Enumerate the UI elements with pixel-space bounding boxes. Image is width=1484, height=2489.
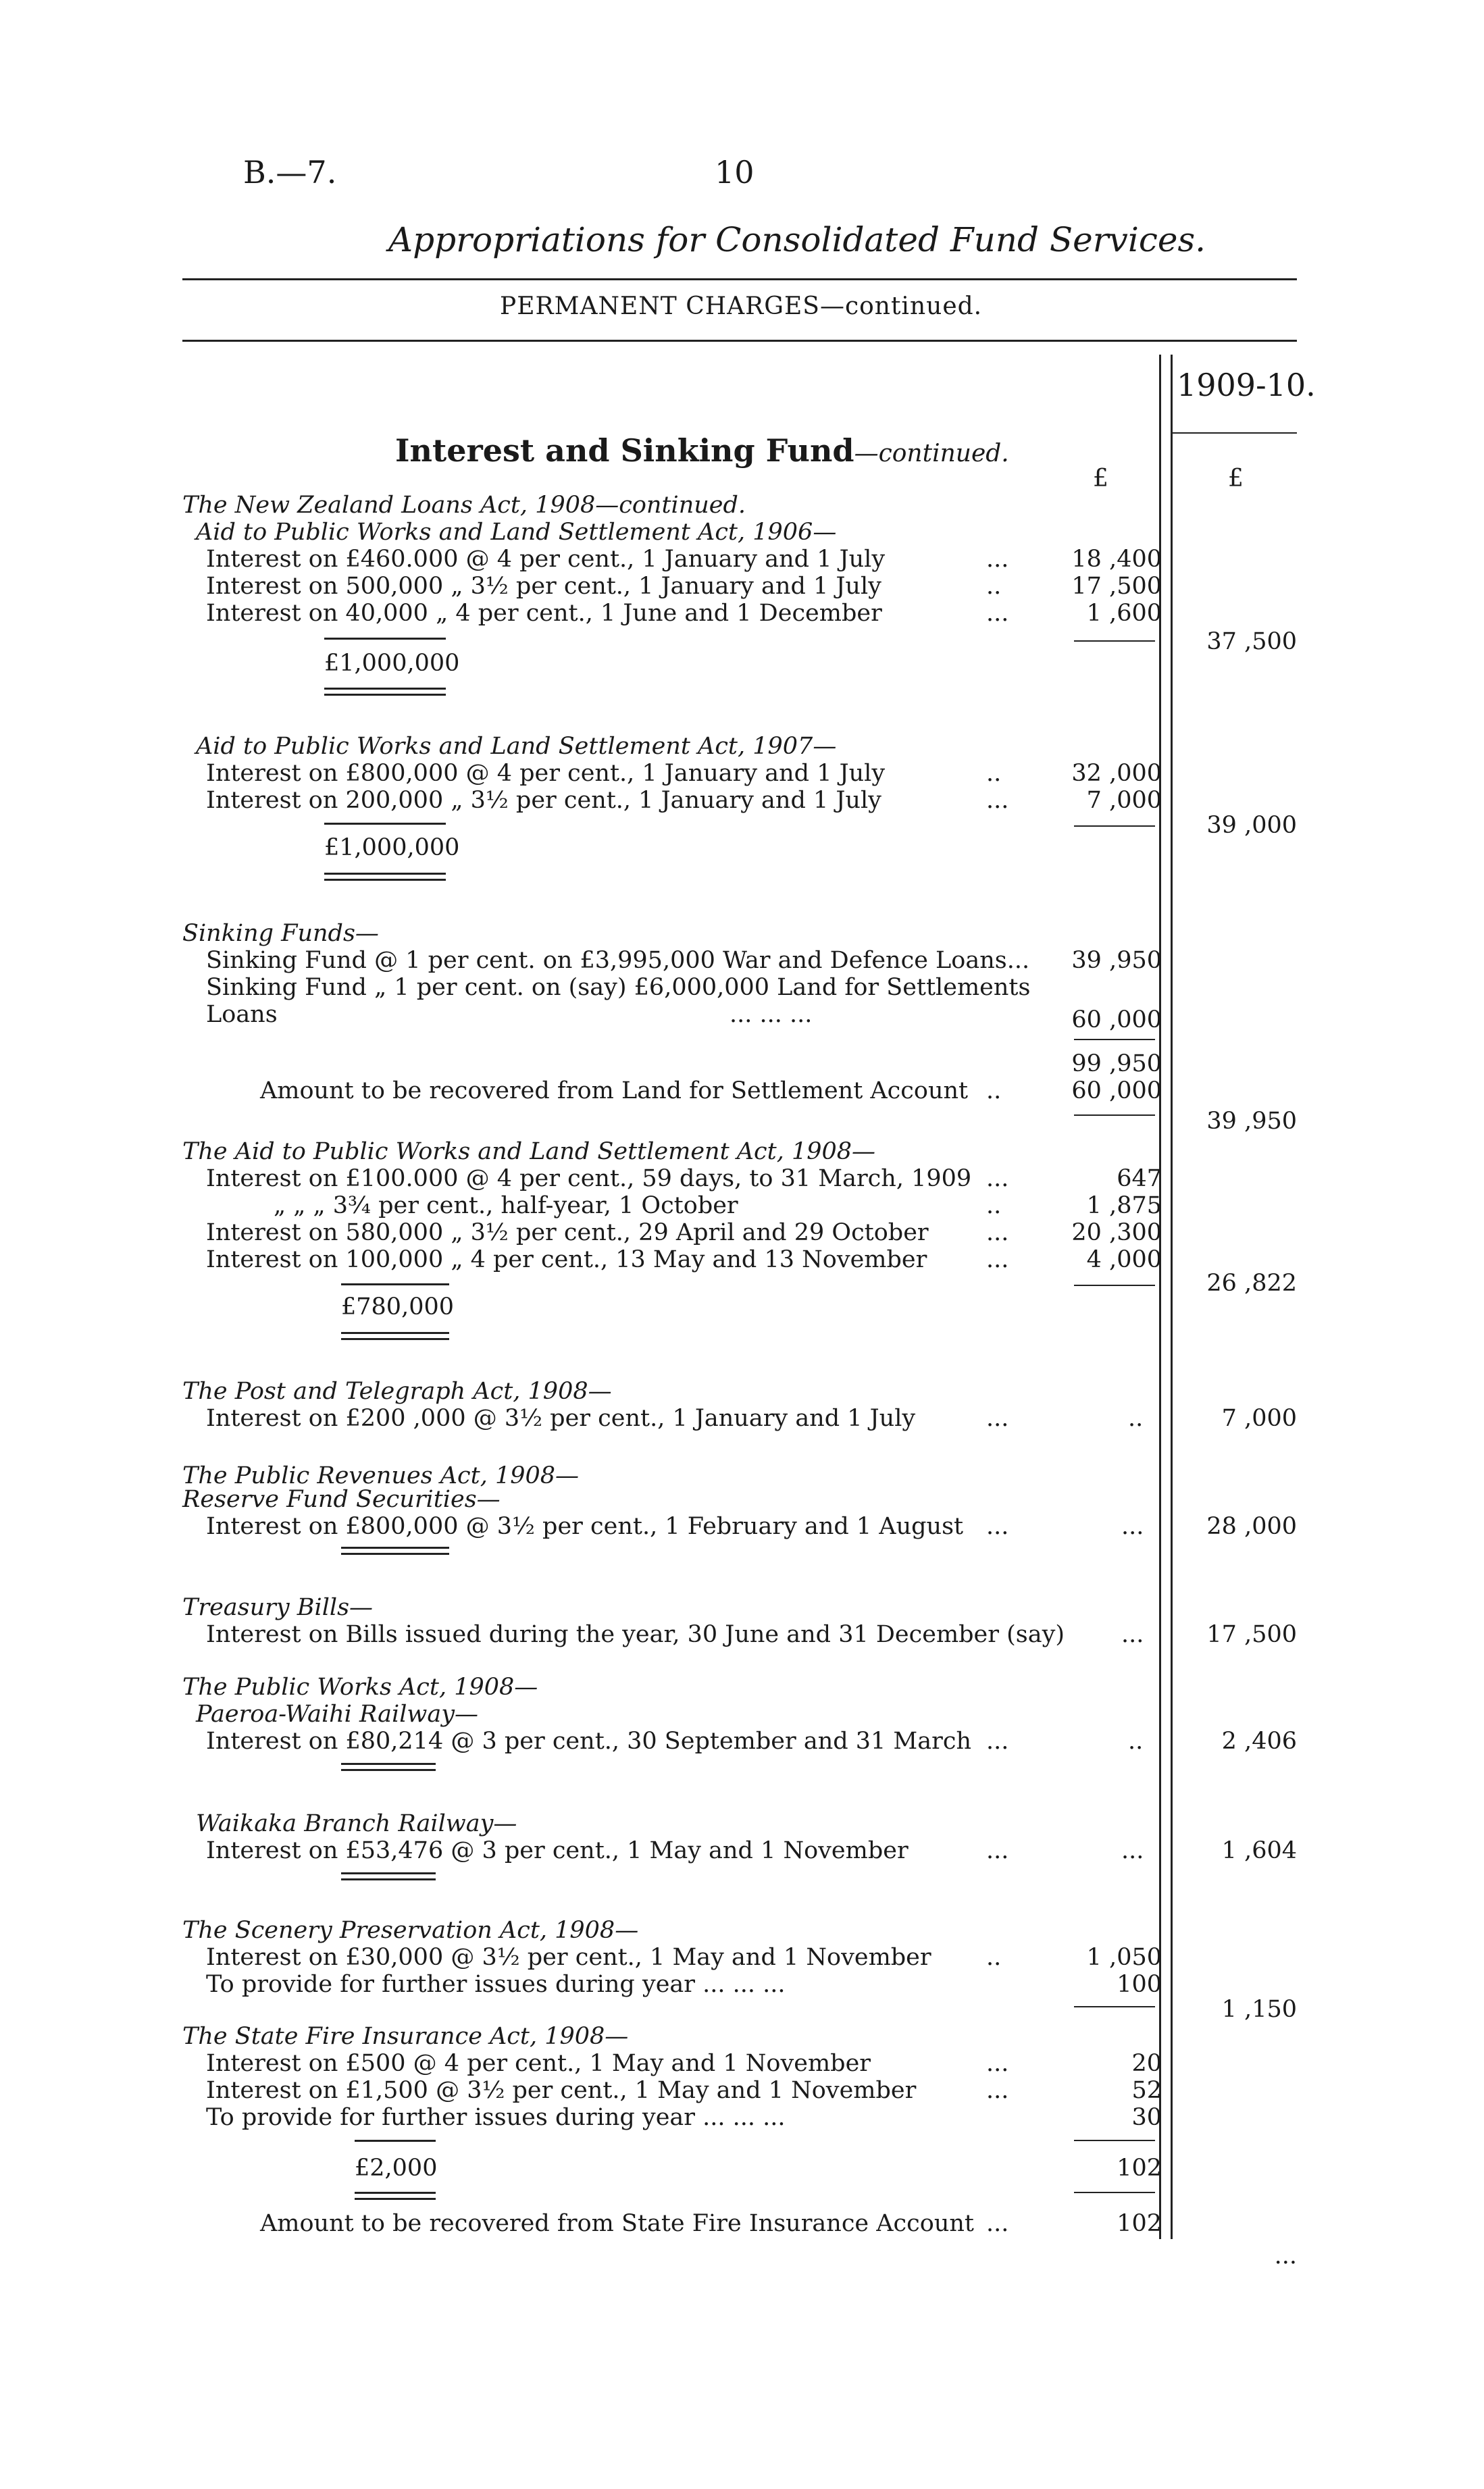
subtotal-rule xyxy=(1074,2006,1155,2007)
subtotal-rule xyxy=(1074,1285,1155,1286)
subtitle-rule xyxy=(182,340,1297,342)
leader-dots: ... xyxy=(1121,1621,1144,1648)
table-row-line: Interest on £80,214 @ 3 per cent., 30 September and 31 March xyxy=(206,1728,972,1755)
leader-dots: ... xyxy=(986,1837,1009,1864)
leader-dots: ... xyxy=(986,1219,1009,1246)
subtotal-rule xyxy=(1074,825,1155,827)
table-row-line: Interest on 580,000 „ 3½ per cent., 29 April and 29 October xyxy=(206,1219,929,1246)
leader-dots: .. xyxy=(986,1944,1002,1971)
section-total: 28 ,000 xyxy=(1206,1513,1297,1540)
subtotal-rule xyxy=(1074,1039,1155,1040)
principal-total: £2,000 xyxy=(355,2155,438,2182)
table-row-line: Interest on £200 ,000 @ 3½ per cent., 1 January and 1 July xyxy=(206,1405,916,1432)
table-row-line: Interest on 40,000 „ 4 per cent., 1 June and 1 December xyxy=(206,600,882,627)
leader-dots: ... xyxy=(986,2050,1009,2077)
double-rule xyxy=(341,1332,449,1340)
leader-dots: .. xyxy=(986,1192,1002,1219)
double-rule xyxy=(324,688,446,696)
page-number: 10 xyxy=(715,154,754,190)
amount-cell: 1 ,875 xyxy=(1086,1192,1162,1219)
double-rule xyxy=(324,873,446,881)
pound-sign-col1: £ xyxy=(1093,465,1108,492)
table-row-line: Loans xyxy=(206,1001,278,1028)
table-row-line: Interest on £460.000 @ 4 per cent., 1 January and 1 July xyxy=(206,546,886,573)
table-row-line: „ „ „ 3¾ per cent., half-year, 1 October xyxy=(274,1192,738,1219)
principal-rule xyxy=(324,823,446,825)
waikaka-heading: Waikaka Branch Railway— xyxy=(196,1810,517,1837)
leader-dots: ... xyxy=(986,2077,1009,2104)
leader-dots: ... xyxy=(986,546,1009,573)
subtotal-rule xyxy=(1074,2140,1155,2141)
amount-cell: 52 xyxy=(1131,2077,1162,2104)
pound-sign-col2: £ xyxy=(1228,465,1244,492)
section-total: 26 ,822 xyxy=(1206,1270,1297,1297)
section-total: 1 ,150 xyxy=(1221,1996,1297,2023)
leader-dots: ... xyxy=(986,787,1009,814)
amount-cell: 7 ,000 xyxy=(1086,787,1162,814)
amount-cell: 100 xyxy=(1117,1971,1162,1998)
table-row-line: Sinking Fund „ 1 per cent. on (say) £6,000,000 Land for Settlements xyxy=(206,974,1031,1001)
subtotal-cell: 99 ,950 xyxy=(1071,1050,1162,1077)
scenery-heading: The Scenery Preservation Act, 1908— xyxy=(182,1917,639,1944)
subtotal-rule xyxy=(1074,1114,1155,1116)
subtotal-rule xyxy=(1074,640,1155,642)
leader-dots: .. xyxy=(986,760,1002,787)
leader-dots: ... xyxy=(986,1728,1009,1755)
leader-dots: .. xyxy=(1128,1405,1144,1432)
aid-1906-heading: Aid to Public Works and Land Settlement Act, 1906— xyxy=(196,519,837,546)
title-rule xyxy=(182,278,1297,280)
leader-dots: ... xyxy=(1121,1513,1144,1540)
leader-dots: .. xyxy=(1128,1728,1144,1755)
amount-cell: 4 ,000 xyxy=(1086,1246,1162,1273)
section-total: 2 ,406 xyxy=(1221,1728,1297,1755)
section-title-text: Interest and Sinking Fund xyxy=(395,432,854,469)
amount-cell: 17 ,500 xyxy=(1071,573,1162,600)
recovery-line: Amount to be recovered from State Fire Insurance Account xyxy=(260,2210,974,2237)
leader-dots: ... xyxy=(986,1405,1009,1432)
aid-1908-heading: The Aid to Public Works and Land Settlement Act, 1908— xyxy=(182,1138,876,1165)
column-rule-2 xyxy=(1171,355,1173,2239)
principal-rule xyxy=(341,1283,449,1285)
amount-cell: 647 xyxy=(1117,1165,1162,1192)
leader-dots: ... xyxy=(986,1513,1009,1540)
table-row-line: Interest on £30,000 @ 3½ per cent., 1 May and 1 November xyxy=(206,1944,931,1971)
recovery-line: Amount to be recovered from Land for Settlement Account xyxy=(260,1077,969,1104)
principal-total: £780,000 xyxy=(341,1293,455,1320)
public-works-heading: The Public Works Act, 1908— xyxy=(182,1674,538,1701)
principal-total: £1,000,000 xyxy=(324,834,460,861)
section-title xyxy=(395,432,1009,469)
table-row-line: To provide for further issues during year ... ... ... xyxy=(206,2104,786,2131)
leader-dots: ... xyxy=(986,1246,1009,1273)
leader-dots: ... xyxy=(986,1165,1009,1192)
amount-cell: 20 xyxy=(1131,2050,1162,2077)
principal-total: £1,000,000 xyxy=(324,650,460,677)
leader-dots: ... xyxy=(1121,1837,1144,1864)
table-row-line: Interest on 500,000 „ 3½ per cent., 1 January and 1 July xyxy=(206,573,881,600)
double-rule xyxy=(341,1872,436,1880)
principal-rule xyxy=(324,638,446,640)
paeroa-waihi-heading: Paeroa-Waihi Railway— xyxy=(196,1701,479,1728)
amount-cell: 1 ,600 xyxy=(1086,600,1162,627)
nz-loans-heading: The New Zealand Loans Act, 1908—continued. xyxy=(182,492,746,519)
sinking-funds-heading: Sinking Funds— xyxy=(182,920,379,947)
amount-cell: 39 ,950 xyxy=(1071,947,1162,974)
reserve-fund-heading: Reserve Fund Securities— xyxy=(182,1486,501,1513)
section-total: 1 ,604 xyxy=(1221,1837,1297,1864)
double-rule xyxy=(341,1547,449,1555)
leader-dots: ... xyxy=(986,2210,1009,2237)
amount-cell: 32 ,000 xyxy=(1071,760,1162,787)
principal-rule xyxy=(355,2140,436,2142)
fire-insurance-heading: The State Fire Insurance Act, 1908— xyxy=(182,2023,629,2050)
amount-cell: 102 xyxy=(1117,2210,1162,2237)
table-row-line: Interest on Bills issued during the year, 30 June and 31 December (say) xyxy=(206,1621,1065,1648)
table-row-line: Interest on £53,476 @ 3 per cent., 1 May and 1 November xyxy=(206,1837,909,1864)
section-total: 17 ,500 xyxy=(1206,1621,1297,1648)
table-row-line: Interest on £1,500 @ 3½ per cent., 1 May and 1 November xyxy=(206,2077,917,2104)
double-rule xyxy=(355,2192,436,2200)
year-header-rule xyxy=(1171,432,1297,434)
double-rule xyxy=(341,1763,436,1771)
table-row-line: Interest on 100,000 „ 4 per cent., 13 May and 13 November xyxy=(206,1246,927,1273)
leader-dots: ... ... ... xyxy=(730,1001,813,1028)
amount-cell: 1 ,050 xyxy=(1086,1944,1162,1971)
section-total: 39 ,000 xyxy=(1206,812,1297,839)
page-subtitle: PERMANENT CHARGES—continued. xyxy=(500,292,983,320)
table-row-line: Interest on £800,000 @ 4 per cent., 1 January and 1 July xyxy=(206,760,886,787)
aid-1907-heading: Aid to Public Works and Land Settlement Act, 1907— xyxy=(196,733,837,760)
leader-dots: .. xyxy=(986,573,1002,600)
post-telegraph-heading: The Post and Telegraph Act, 1908— xyxy=(182,1378,612,1405)
treasury-bills-heading: Treasury Bills— xyxy=(182,1594,374,1621)
table-row-line: To provide for further issues during year ... ... ... xyxy=(206,1971,786,1998)
section-total: 37 ,500 xyxy=(1206,628,1297,655)
amount-cell: 20 ,300 xyxy=(1071,1219,1162,1246)
subtotal-cell: 102 xyxy=(1117,2155,1162,2182)
leader-dots: .. xyxy=(986,1077,1002,1104)
leader-dots: ... xyxy=(986,600,1009,627)
doc-reference: B.—7. xyxy=(243,154,337,190)
table-row-line: Interest on 200,000 „ 3½ per cent., 1 January and 1 July xyxy=(206,787,881,814)
section-total: ... xyxy=(1274,2242,1297,2269)
amount-cell: 60 ,000 xyxy=(1071,1006,1162,1033)
section-title-suffix: —continued. xyxy=(854,440,1009,467)
public-revenues-heading: The Public Revenues Act, 1908— xyxy=(182,1462,580,1489)
subtotal-rule xyxy=(1074,2192,1155,2193)
section-total: 7 ,000 xyxy=(1221,1405,1297,1432)
table-row-line: Interest on £100.000 @ 4 per cent., 59 days, to 31 March, 1909 xyxy=(206,1165,972,1192)
table-row-line: Interest on £800,000 @ 3½ per cent., 1 February and 1 August xyxy=(206,1513,964,1540)
amount-cell: 18 ,400 xyxy=(1071,546,1162,573)
table-row-line: Sinking Fund @ 1 per cent. on £3,995,000 War and Defence Loans... xyxy=(206,947,1030,974)
amount-cell: 30 xyxy=(1131,2104,1162,2131)
year-column-header: 1909-10. xyxy=(1177,367,1316,403)
page-title: Appropriations for Consolidated Fund Services. xyxy=(388,220,1206,259)
section-total: 39 ,950 xyxy=(1206,1108,1297,1135)
amount-cell: 60 ,000 xyxy=(1071,1077,1162,1104)
table-row-line: Interest on £500 @ 4 per cent., 1 May and 1 November xyxy=(206,2050,871,2077)
